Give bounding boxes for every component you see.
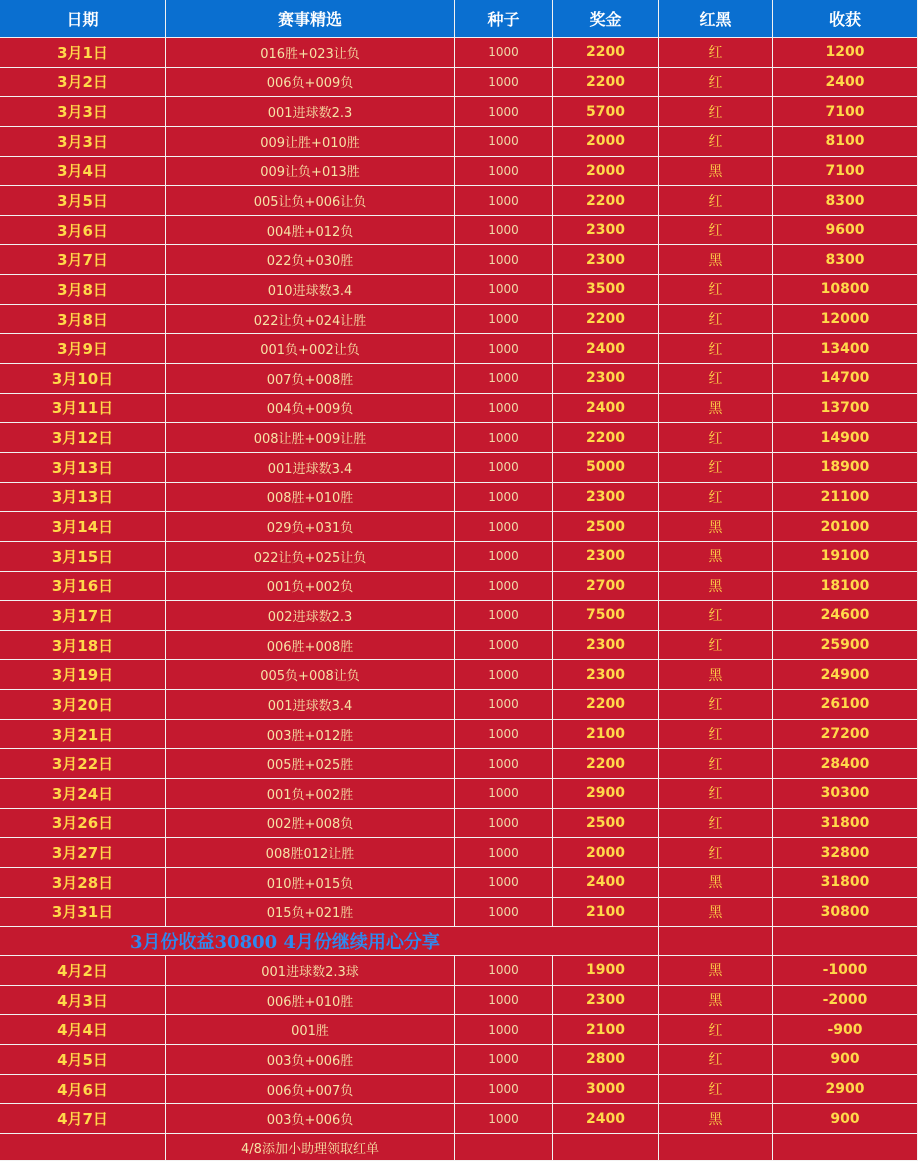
prize-cell: 2200 (553, 186, 659, 216)
prize-cell: 2400 (553, 1104, 659, 1134)
earnings-cell: 9600 (773, 216, 918, 246)
date-cell: 3月8日 (0, 275, 166, 305)
date-cell: 3月22日 (0, 749, 166, 779)
pick-cell: 007负+008胜 (166, 364, 455, 394)
prize-cell: 2400 (553, 334, 659, 364)
pick-cell: 002进球数2.3 (166, 601, 455, 631)
result-cell: 红 (659, 631, 773, 661)
earnings-cell: 19100 (773, 542, 918, 572)
seed-cell: 1000 (455, 394, 553, 424)
earnings-cell: 13400 (773, 334, 918, 364)
result-cell: 红 (659, 97, 773, 127)
prize-cell: 2500 (553, 512, 659, 542)
date-cell: 3月11日 (0, 394, 166, 424)
pick-cell: 005胜+025胜 (166, 749, 455, 779)
date-cell: 3月6日 (0, 216, 166, 246)
prize-cell: 2200 (553, 38, 659, 68)
prize-cell: 2000 (553, 127, 659, 157)
prize-cell: 5000 (553, 453, 659, 483)
result-cell: 黑 (659, 572, 773, 602)
pick-cell: 001负+002负 (166, 572, 455, 602)
prize-cell: 2900 (553, 779, 659, 809)
seed-cell: 1000 (455, 809, 553, 839)
earnings-cell: -1000 (773, 956, 918, 986)
date-cell: 3月16日 (0, 572, 166, 602)
date-cell: 3月1日 (0, 38, 166, 68)
date-cell: 3月28日 (0, 868, 166, 898)
result-cell: 黑 (659, 542, 773, 572)
earnings-cell: 26100 (773, 690, 918, 720)
result-cell: 红 (659, 1045, 773, 1075)
pick-cell: 008胜012让胜 (166, 838, 455, 868)
result-cell: 红 (659, 601, 773, 631)
pick-cell: 006负+009负 (166, 68, 455, 98)
date-cell: 3月13日 (0, 453, 166, 483)
earnings-cell: 900 (773, 1104, 918, 1134)
empty-cell (659, 927, 773, 956)
pick-cell: 003胜+012胜 (166, 720, 455, 750)
prize-cell: 2300 (553, 660, 659, 690)
earnings-cell: 14900 (773, 423, 918, 453)
pick-cell: 006负+007负 (166, 1075, 455, 1105)
date-cell: 3月24日 (0, 779, 166, 809)
date-cell: 3月18日 (0, 631, 166, 661)
seed-cell: 1000 (455, 956, 553, 986)
pick-cell: 001进球数3.4 (166, 453, 455, 483)
prize-cell: 2500 (553, 809, 659, 839)
earnings-cell: 7100 (773, 97, 918, 127)
seed-cell: 1000 (455, 898, 553, 928)
result-cell: 红 (659, 453, 773, 483)
earnings-cell: 28400 (773, 749, 918, 779)
date-cell: 4月3日 (0, 986, 166, 1016)
seed-cell: 1000 (455, 305, 553, 335)
pick-cell: 009让胜+010胜 (166, 127, 455, 157)
prize-cell: 2100 (553, 720, 659, 750)
seed-cell: 1000 (455, 453, 553, 483)
result-cell: 黑 (659, 1104, 773, 1134)
pick-cell: 009让负+013胜 (166, 157, 455, 187)
pick-cell: 001进球数3.4 (166, 690, 455, 720)
earnings-cell: 21100 (773, 483, 918, 513)
empty-cell (0, 1134, 166, 1161)
seed-cell: 1000 (455, 1015, 553, 1045)
date-cell: 3月14日 (0, 512, 166, 542)
earnings-cell: 12000 (773, 305, 918, 335)
seed-cell: 1000 (455, 483, 553, 513)
pick-cell: 003负+006胜 (166, 1045, 455, 1075)
seed-cell: 1000 (455, 157, 553, 187)
earnings-cell: 18100 (773, 572, 918, 602)
result-cell: 黑 (659, 512, 773, 542)
result-cell: 红 (659, 749, 773, 779)
prize-cell: 2200 (553, 305, 659, 335)
header-picks: 赛事精选 (166, 0, 455, 38)
result-cell: 黑 (659, 986, 773, 1016)
date-cell: 3月20日 (0, 690, 166, 720)
seed-cell: 1000 (455, 245, 553, 275)
seed-cell: 1000 (455, 275, 553, 305)
result-cell: 黑 (659, 660, 773, 690)
prize-cell: 2200 (553, 749, 659, 779)
pick-cell: 001负+002胜 (166, 779, 455, 809)
seed-cell: 1000 (455, 216, 553, 246)
earnings-cell: 27200 (773, 720, 918, 750)
earnings-cell: 10800 (773, 275, 918, 305)
prize-cell: 2700 (553, 572, 659, 602)
date-cell: 4月2日 (0, 956, 166, 986)
pick-cell: 004胜+012负 (166, 216, 455, 246)
date-cell: 3月27日 (0, 838, 166, 868)
result-cell: 黑 (659, 868, 773, 898)
seed-cell: 1000 (455, 720, 553, 750)
prize-cell: 2800 (553, 1045, 659, 1075)
pick-cell: 029负+031负 (166, 512, 455, 542)
pick-cell: 015负+021胜 (166, 898, 455, 928)
pick-cell: 022负+030胜 (166, 245, 455, 275)
earnings-cell: 8300 (773, 245, 918, 275)
earnings-cell: 900 (773, 1045, 918, 1075)
prize-cell: 2300 (553, 245, 659, 275)
pick-cell: 002胜+008负 (166, 809, 455, 839)
header-date: 日期 (0, 0, 166, 38)
date-cell: 4月5日 (0, 1045, 166, 1075)
result-cell: 黑 (659, 956, 773, 986)
prize-cell: 3500 (553, 275, 659, 305)
prize-cell: 2200 (553, 423, 659, 453)
date-cell: 3月7日 (0, 245, 166, 275)
result-cell: 红 (659, 334, 773, 364)
seed-cell: 1000 (455, 334, 553, 364)
pick-cell: 006胜+010胜 (166, 986, 455, 1016)
earnings-cell: -2000 (773, 986, 918, 1016)
earnings-cell: 18900 (773, 453, 918, 483)
date-cell: 3月3日 (0, 97, 166, 127)
seed-cell: 1000 (455, 97, 553, 127)
result-cell: 红 (659, 364, 773, 394)
result-cell: 红 (659, 305, 773, 335)
earnings-cell: 31800 (773, 809, 918, 839)
pick-cell: 001进球数2.3球 (166, 956, 455, 986)
earnings-cell: -900 (773, 1015, 918, 1045)
pick-cell: 003负+006负 (166, 1104, 455, 1134)
earnings-cell: 1200 (773, 38, 918, 68)
prize-cell: 2200 (553, 68, 659, 98)
prize-cell: 7500 (553, 601, 659, 631)
date-cell: 3月19日 (0, 660, 166, 690)
result-cell: 红 (659, 720, 773, 750)
seed-cell: 1000 (455, 512, 553, 542)
earnings-cell: 8100 (773, 127, 918, 157)
seed-cell: 1000 (455, 542, 553, 572)
earnings-cell: 2900 (773, 1075, 918, 1105)
pick-cell: 001进球数2.3 (166, 97, 455, 127)
header-result: 红黑 (659, 0, 773, 38)
result-cell: 红 (659, 1075, 773, 1105)
seed-cell: 1000 (455, 690, 553, 720)
seed-cell: 1000 (455, 779, 553, 809)
pick-cell: 008胜+010胜 (166, 483, 455, 513)
result-cell: 红 (659, 690, 773, 720)
date-cell: 3月21日 (0, 720, 166, 750)
date-cell: 3月8日 (0, 305, 166, 335)
prize-cell: 2300 (553, 364, 659, 394)
date-cell: 3月15日 (0, 542, 166, 572)
seed-cell: 1000 (455, 631, 553, 661)
pick-cell: 001胜 (166, 1015, 455, 1045)
seed-cell: 1000 (455, 572, 553, 602)
earnings-cell: 7100 (773, 157, 918, 187)
prize-cell: 2400 (553, 868, 659, 898)
earnings-cell: 30300 (773, 779, 918, 809)
pick-cell: 010进球数3.4 (166, 275, 455, 305)
date-cell: 3月10日 (0, 364, 166, 394)
seed-cell: 1000 (455, 186, 553, 216)
date-cell: 3月3日 (0, 127, 166, 157)
pick-cell: 004负+009负 (166, 394, 455, 424)
seed-cell: 1000 (455, 38, 553, 68)
prize-cell: 2300 (553, 631, 659, 661)
empty-cell (553, 1134, 659, 1161)
result-cell: 黑 (659, 898, 773, 928)
footer-note: 4/8添加小助理领取红单 (166, 1134, 455, 1161)
prize-cell: 2300 (553, 986, 659, 1016)
earnings-cell: 8300 (773, 186, 918, 216)
earnings-cell: 32800 (773, 838, 918, 868)
earnings-cell: 31800 (773, 868, 918, 898)
prize-cell: 2000 (553, 838, 659, 868)
march-summary: 3月份收益30800 4月份继续用心分享 (0, 927, 659, 956)
result-cell: 红 (659, 275, 773, 305)
earnings-cell: 2400 (773, 68, 918, 98)
date-cell: 3月5日 (0, 186, 166, 216)
prize-cell: 5700 (553, 97, 659, 127)
header-seed: 种子 (455, 0, 553, 38)
pick-cell: 016胜+023让负 (166, 38, 455, 68)
empty-cell (773, 927, 918, 956)
earnings-cell: 25900 (773, 631, 918, 661)
result-cell: 红 (659, 1015, 773, 1045)
earnings-cell: 14700 (773, 364, 918, 394)
date-cell: 3月31日 (0, 898, 166, 928)
date-cell: 4月6日 (0, 1075, 166, 1105)
result-cell: 红 (659, 216, 773, 246)
result-cell: 红 (659, 38, 773, 68)
seed-cell: 1000 (455, 601, 553, 631)
pick-cell: 005让负+006让负 (166, 186, 455, 216)
earnings-cell: 24900 (773, 660, 918, 690)
prize-cell: 2100 (553, 898, 659, 928)
earnings-cell: 30800 (773, 898, 918, 928)
seed-cell: 1000 (455, 1104, 553, 1134)
prize-cell: 2300 (553, 542, 659, 572)
result-cell: 黑 (659, 394, 773, 424)
header-prize: 奖金 (553, 0, 659, 38)
earnings-cell: 24600 (773, 601, 918, 631)
prize-cell: 2200 (553, 690, 659, 720)
pick-cell: 006胜+008胜 (166, 631, 455, 661)
earnings-cell: 20100 (773, 512, 918, 542)
result-cell: 黑 (659, 245, 773, 275)
date-cell: 3月2日 (0, 68, 166, 98)
date-cell: 3月12日 (0, 423, 166, 453)
earnings-cell: 13700 (773, 394, 918, 424)
pick-cell: 008让胜+009让胜 (166, 423, 455, 453)
seed-cell: 1000 (455, 68, 553, 98)
seed-cell: 1000 (455, 868, 553, 898)
date-cell: 4月7日 (0, 1104, 166, 1134)
date-cell: 3月26日 (0, 809, 166, 839)
header-earnings: 收获 (773, 0, 918, 38)
seed-cell: 1000 (455, 423, 553, 453)
prize-cell: 2000 (553, 157, 659, 187)
pick-cell: 022让负+024让胜 (166, 305, 455, 335)
empty-cell (455, 1134, 553, 1161)
seed-cell: 1000 (455, 1045, 553, 1075)
pick-cell: 022让负+025让负 (166, 542, 455, 572)
seed-cell: 1000 (455, 838, 553, 868)
pick-cell: 001负+002让负 (166, 334, 455, 364)
seed-cell: 1000 (455, 364, 553, 394)
seed-cell: 1000 (455, 986, 553, 1016)
pick-cell: 010胜+015负 (166, 868, 455, 898)
prize-cell: 1900 (553, 956, 659, 986)
empty-cell (773, 1134, 918, 1161)
seed-cell: 1000 (455, 127, 553, 157)
date-cell: 3月13日 (0, 483, 166, 513)
prize-cell: 3000 (553, 1075, 659, 1105)
prize-cell: 2300 (553, 483, 659, 513)
prize-cell: 2400 (553, 394, 659, 424)
result-cell: 红 (659, 68, 773, 98)
result-cell: 红 (659, 186, 773, 216)
result-cell: 黑 (659, 157, 773, 187)
prize-cell: 2100 (553, 1015, 659, 1045)
seed-cell: 1000 (455, 1075, 553, 1105)
date-cell: 3月4日 (0, 157, 166, 187)
prize-cell: 2300 (553, 216, 659, 246)
result-cell: 红 (659, 127, 773, 157)
seed-cell: 1000 (455, 660, 553, 690)
result-cell: 红 (659, 809, 773, 839)
result-cell: 红 (659, 483, 773, 513)
result-cell: 红 (659, 423, 773, 453)
result-cell: 红 (659, 838, 773, 868)
empty-cell (659, 1134, 773, 1161)
date-cell: 3月17日 (0, 601, 166, 631)
seed-cell: 1000 (455, 749, 553, 779)
date-cell: 3月9日 (0, 334, 166, 364)
result-cell: 红 (659, 779, 773, 809)
pick-cell: 005负+008让负 (166, 660, 455, 690)
date-cell: 4月4日 (0, 1015, 166, 1045)
